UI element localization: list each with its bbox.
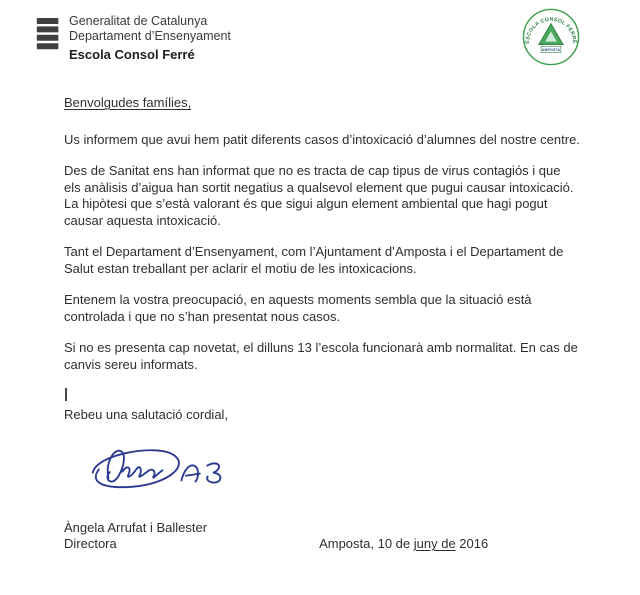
footer-row <box>64 520 580 553</box>
dateline-underlined: juny de <box>413 536 456 551</box>
dateline-prefix: Amposta, 10 de <box>319 536 414 551</box>
department-name: Departament d’Ensenyament <box>69 29 231 43</box>
signer-title: Directora <box>64 536 117 551</box>
closing-line: Rebeu una salutació cordial, <box>64 407 229 422</box>
signer-name: Àngela Arrufat i Ballester <box>64 519 208 535</box>
salutation-line <box>64 95 580 112</box>
text-cursor <box>65 388 67 401</box>
signature-scribble <box>77 432 257 500</box>
paragraph: Tant el Departament d’Ensenyament, com l’Ajuntament d’Amposta i el Departament de Salut estan treballant per aclarir el motiu de les intoxicacions. <box>64 244 564 276</box>
dateline <box>319 536 488 553</box>
paragraph: Des de Sanitat ens han informat que no es tracta de cap tipus de virus contagiós i que els anàlisis d’aigua han sortit negatius a qualsevol element que pugui causar intoxicació. La hipòtesi que s’està valorant és que sigui algun element ambiental que hagi pogut causar aquesta intoxicació. <box>64 163 574 228</box>
school-name: Escola Consol Ferré <box>69 47 195 62</box>
org-name: Generalitat de Catalunya <box>69 14 208 28</box>
generalitat-logo-icon <box>36 14 60 54</box>
signer-block <box>64 520 207 553</box>
salutation: Benvolgudes famílies, <box>64 95 192 110</box>
org-block <box>69 14 231 62</box>
seal-banner-text: AMPOSTA <box>541 48 561 53</box>
seal-arc-text: ESCOLA CONSOL FERRÉ <box>524 16 578 44</box>
school-seal-icon <box>522 8 580 66</box>
letter-body <box>0 62 640 553</box>
dateline-suffix: 2016 <box>455 536 489 551</box>
paragraph: Si no es presenta cap novetat, el dilluns 13 l’escola funcionarà amb normalitat. En cas de canvis sereu informats. <box>64 340 578 372</box>
paragraph: Us informem que avui hem patit diferents casos d’intoxicació d’alumnes del nostre centre. <box>64 131 580 147</box>
paragraph: Entenem la vostra preocupació, en aquests moments sembla que la situació està controlada i que no s’han presentat nous casos. <box>64 292 532 324</box>
